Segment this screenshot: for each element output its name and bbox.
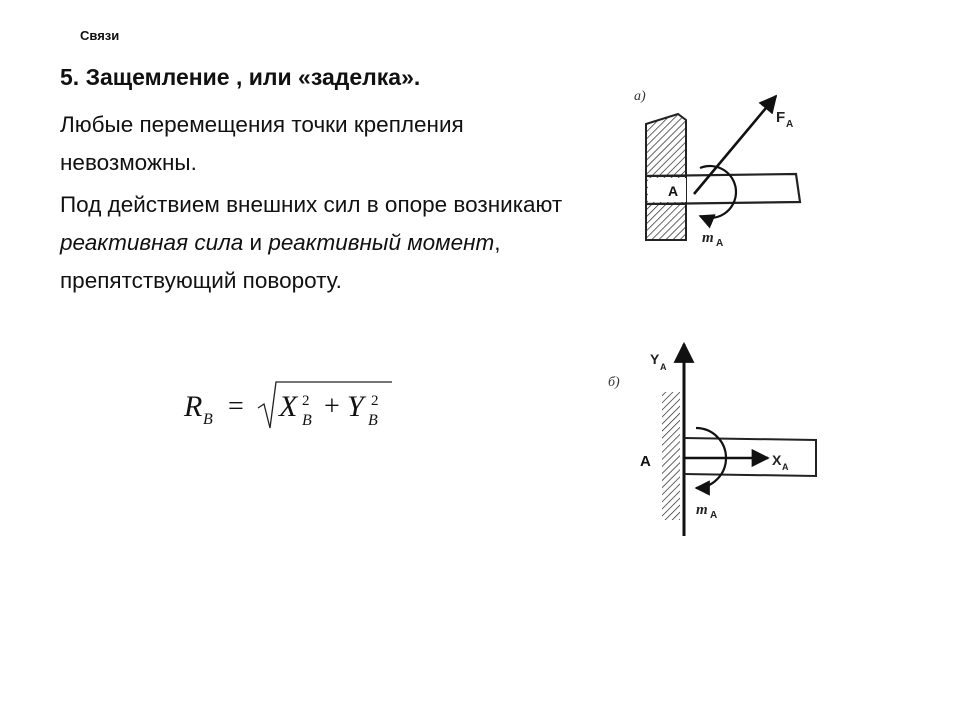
figure-a-force-arrow	[694, 96, 776, 194]
figure-b-moment-label: m	[696, 502, 708, 518]
figure-b-point-label: A	[640, 453, 651, 470]
paragraph-text-3: , препятствующий повороту.	[60, 230, 501, 293]
formula-x-sub: B	[302, 412, 312, 429]
formula-plus: +	[324, 391, 340, 422]
figure-b-x-label: X	[772, 452, 782, 468]
formula-y-sub: B	[368, 412, 378, 429]
figure-a-moment-sub: A	[716, 238, 724, 249]
slide-heading: 5. Защемление , или «заделка».	[60, 64, 421, 90]
formula-y: Y	[347, 390, 364, 423]
figure-a-force-label: F	[776, 109, 786, 126]
formula-equals: =	[228, 391, 244, 422]
figure-b-moment-sub: A	[710, 510, 718, 521]
formula-r: R	[184, 390, 203, 423]
figure-b-x-sub: A	[782, 462, 789, 472]
paragraph-text-1: Под действием внешних сил в опоре возникают	[60, 192, 563, 217]
reactive-force-term: реактивная сила	[60, 230, 244, 255]
paragraph-reaction	[60, 186, 580, 300]
formula-x: X	[279, 390, 298, 423]
figure-b-y-label: Y	[650, 351, 660, 367]
paragraph-displacement: Любые перемещения точки крепления невозможны.	[60, 112, 464, 175]
figure-a-force-sub: A	[786, 119, 794, 130]
paragraph-text-2: и	[243, 230, 269, 255]
figure-a-clamped-support	[628, 72, 808, 257]
formula-x-sup: 2	[302, 393, 310, 409]
formula-r-sub: B	[203, 411, 213, 428]
figure-b-y-sub: A	[660, 362, 667, 372]
figure-a-moment-label: m	[702, 230, 714, 246]
figure-b-wall	[662, 392, 680, 520]
figure-b-panel-label: б)	[608, 375, 620, 390]
reactive-moment-term: реактивный момент	[268, 230, 495, 255]
resultant-formula	[182, 378, 402, 438]
slide-topic: Связи	[80, 28, 120, 43]
figure-a-point-label: A	[668, 183, 679, 199]
figure-b-reaction-components	[600, 330, 830, 540]
formula-y-sup: 2	[371, 393, 379, 409]
figure-a-panel-label: а)	[634, 89, 646, 104]
